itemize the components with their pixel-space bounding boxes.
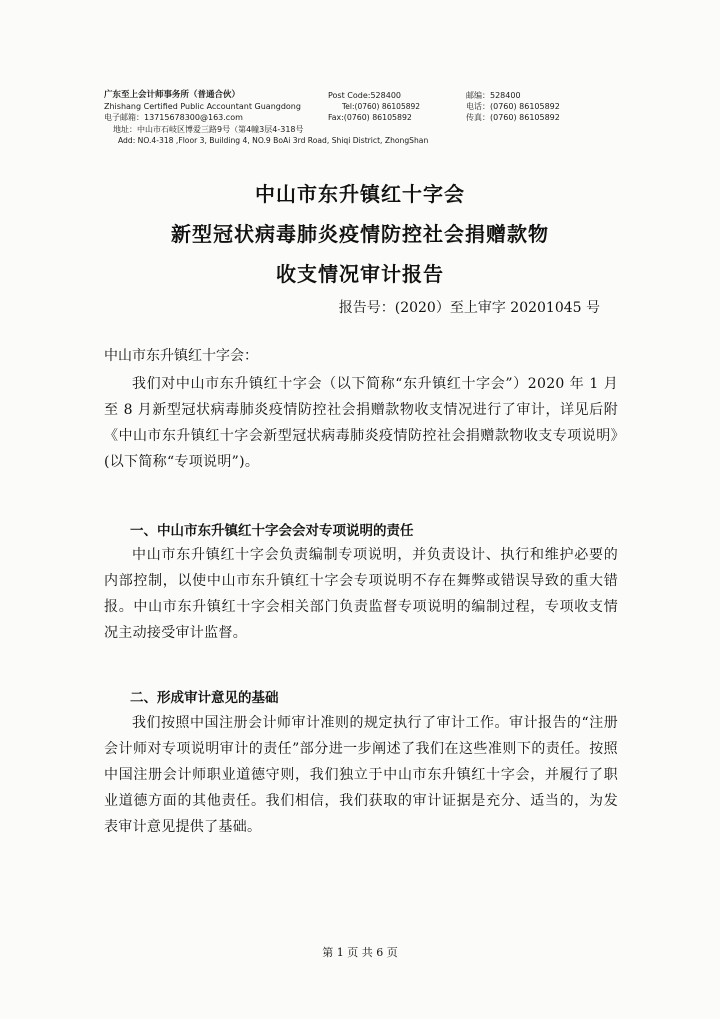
fax: Fax:(0760) 86105892 (328, 113, 412, 122)
section-1-paragraph: 中山市东升镇红十字会负责编制专项说明，并负责设计、执行和维护必要的内部控制，以使中山市东升镇红十字会专项说明不存在舞弊或错误导致的重大错报。中山市东升镇红十字会相关部门负责监督专项说明的编制过程，专项收支情况主动接受审计监督。 (104, 547, 618, 641)
title-line-2: 新型冠状病毒肺炎疫情防控社会捐赠款物 (171, 222, 549, 246)
title-line-3: 收支情况审计报告 (276, 262, 444, 286)
firm-name-english: Zhishang Certified Public Accountant Guangdong (104, 102, 301, 111)
title-line-1: 中山市东升镇红十字会 (255, 182, 465, 206)
telephone: Tel:(0760) 86105892 (342, 102, 421, 111)
section-2-heading: 二、形成审计意见的基础 (130, 690, 279, 706)
fax-chinese: 传真：(0760) 86105892 (466, 113, 560, 122)
section-1-heading: 一、中山市东升镇红十字会会对专项说明的责任 (130, 523, 414, 539)
intro-paragraph: 我们对中山市东升镇红十字会（以下简称“东升镇红十字会”）2020 年 1 月至 8 月新型冠状病毒肺炎疫情防控社会捐赠款物收支情况进行了审计，详见后附《中山市东升镇红十字会新型冠状病毒肺炎疫情防控社会捐赠款物收支专项说明》(以下简称“专项说明”)。 (104, 376, 618, 470)
firm-address-chinese: 地址：中山市石岐区博爱三路9号（第4幢3层4-318号 (113, 125, 304, 134)
phone-chinese: 电话：(0760) 86105892 (466, 102, 560, 111)
post-code: Post Code:528400 (328, 91, 401, 100)
report-number: 报告号：(2020）至上审字 20201045 号 (338, 300, 600, 316)
postcode-chinese: 邮编：528400 (466, 91, 521, 100)
section-2-paragraph: 我们按照中国注册会计师审计准则的规定执行了审计工作。审计报告的“注册会计师对专项说明审计的责任”部分进一步阐述了我们在这些准则下的责任。按照中国注册会计师职业道德守则，我们独立于中山市东升镇红十字会，并履行了职业道德方面的其他责任。我们相信，我们获取的审计证据是充分、适当的，为发表审计意见提供了基础。 (104, 715, 618, 835)
firm-address-english: Add: NO.4-318 ,Floor 3, Building 4, NO.9 BoAi 3rd Road, Shiqi District, ZhongShan (118, 136, 429, 145)
salutation: 中山市东升镇红十字会： (104, 348, 258, 364)
firm-email: 电子邮箱：13715678300@163.com (104, 113, 243, 122)
page-number-footer: 第 1 页 共 6 页 (322, 946, 398, 959)
firm-name: 广东至上会计师事务所（普通合伙） (104, 90, 241, 100)
